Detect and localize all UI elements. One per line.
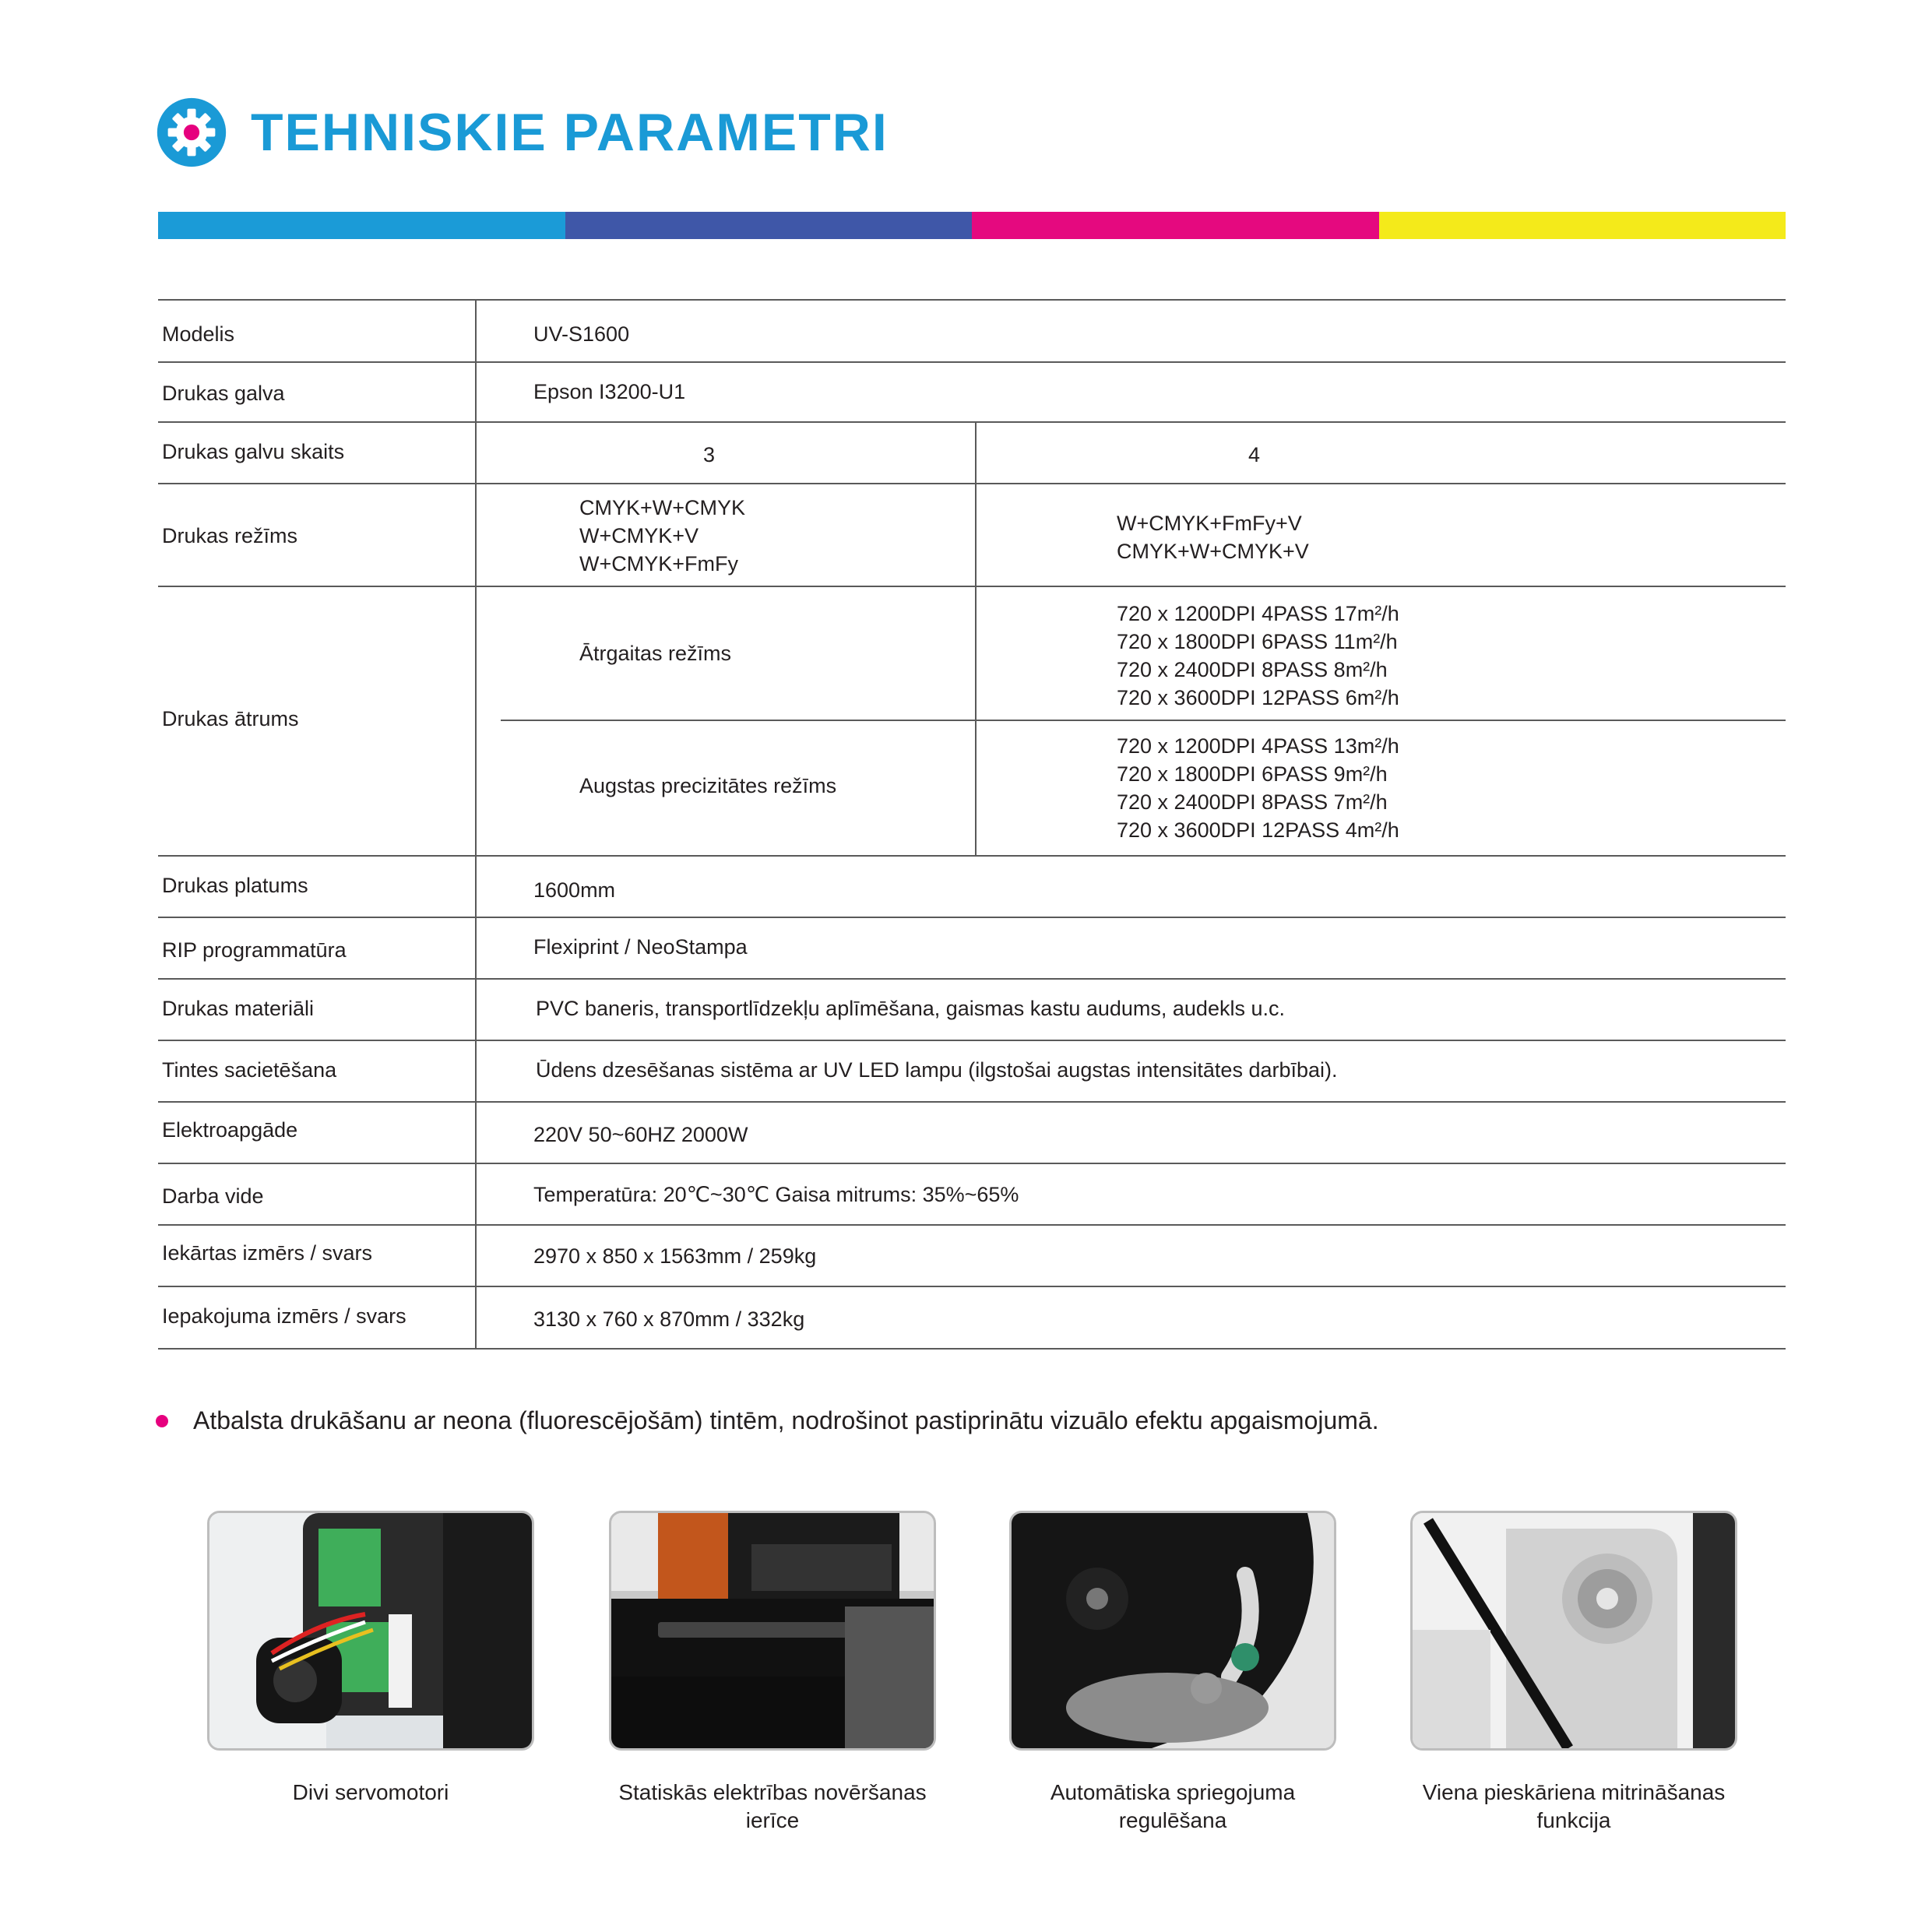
feature-tension — [1009, 1511, 1336, 1835]
antistatic-device-photo — [609, 1511, 936, 1751]
spec-value: Flexiprint / NeoStampa — [533, 935, 748, 959]
tension-control-photo — [1009, 1511, 1336, 1751]
divider — [475, 587, 477, 855]
spec-label: Iekārtas izmērs / svars — [162, 1241, 373, 1265]
moisturizing-button-photo — [1410, 1511, 1737, 1751]
spec-label: Drukas materiāli — [162, 997, 315, 1020]
precise-mode-speeds — [1117, 732, 1399, 844]
page-header — [156, 93, 889, 171]
divider — [975, 484, 977, 586]
speed-item: 720 x 3600DPI 12PASS 6m²/h — [1117, 686, 1399, 709]
divider — [475, 1226, 477, 1286]
feature-servo — [207, 1511, 534, 1807]
spec-row-speed — [158, 587, 1786, 857]
spec-value: PVC baneris, transportlīdzekļu aplīmēšana, gaismas kastu audums, audekls u.c. — [536, 997, 1285, 1020]
mode-list-3 — [579, 494, 745, 578]
divider — [475, 1041, 477, 1101]
spec-row-curing — [158, 1041, 1786, 1103]
spec-value: Ūdens dzesēšanas sistēma ar UV LED lampu (ilgstošai augstas intensitātes darbībai). — [536, 1058, 1338, 1082]
spec-label: Drukas galva — [162, 382, 285, 405]
spec-value: 2970 x 850 x 1563mm / 259kg — [533, 1244, 817, 1268]
color-bar — [158, 212, 1786, 239]
divider — [475, 980, 477, 1040]
feature-caption: Statiskās elektrības novēršanas ierīce — [618, 1780, 927, 1832]
fast-mode-label: Ātrgaitas režīms — [579, 642, 732, 665]
mode-list-4 — [1117, 509, 1309, 565]
spec-row-width — [158, 857, 1786, 918]
speed-item: 720 x 1800DPI 6PASS 9m²/h — [1117, 762, 1388, 786]
spec-label: Darba vide — [162, 1184, 264, 1208]
spec-label: Modelis — [162, 322, 235, 346]
speed-item: 720 x 2400DPI 8PASS 7m²/h — [1117, 790, 1388, 814]
head-count-3: 3 — [703, 443, 716, 466]
speed-item: 720 x 1800DPI 6PASS 11m²/h — [1117, 630, 1398, 653]
spec-value: 1600mm — [533, 878, 616, 902]
speed-item: 720 x 1200DPI 4PASS 13m²/h — [1117, 734, 1399, 758]
spec-value: 220V 50~60HZ 2000W — [533, 1123, 748, 1146]
mode-item: W+CMYK+V — [579, 524, 699, 547]
servo-motor-photo — [207, 1511, 534, 1751]
feature-moisturize — [1410, 1511, 1737, 1835]
spec-row-env — [158, 1164, 1786, 1226]
spec-row-head — [158, 361, 1786, 423]
divider — [475, 1287, 477, 1348]
spec-label: Iepakojuma izmērs / svars — [162, 1304, 406, 1328]
spec-row-head-count — [158, 423, 1786, 484]
feature-caption: Automātiska spriegojuma regulēšana — [1050, 1780, 1296, 1832]
head-count-4: 4 — [1248, 443, 1261, 466]
color-bar-cyan — [158, 212, 565, 239]
speed-item: 720 x 2400DPI 8PASS 8m²/h — [1117, 658, 1388, 681]
speed-divider — [501, 720, 1786, 721]
divider — [475, 301, 477, 361]
spec-label: RIP programmatūra — [162, 938, 347, 962]
gear-icon — [156, 97, 227, 168]
spec-label: Drukas platums — [162, 874, 308, 897]
mode-item: CMYK+W+CMYK+V — [1117, 540, 1309, 563]
spec-row-rip — [158, 918, 1786, 980]
spec-value: Temperatūra: 20℃~30℃ Gaisa mitrums: 35%~65% — [533, 1183, 1019, 1206]
divider — [475, 484, 477, 586]
feature-caption: Divi servomotori — [292, 1780, 449, 1804]
feature-antistatic — [609, 1511, 936, 1835]
mode-item: CMYK+W+CMYK — [579, 496, 746, 519]
spec-value: UV-S1600 — [533, 322, 630, 346]
divider — [475, 857, 477, 917]
page-title: TEHNISKIE PARAMETRI — [251, 103, 889, 162]
color-bar-yellow — [1379, 212, 1786, 239]
spec-label: Drukas ātrums — [162, 707, 299, 730]
divider — [475, 918, 477, 978]
spec-row-materials — [158, 980, 1786, 1041]
divider — [475, 361, 477, 421]
mode-item: W+CMYK+FmFy+V — [1117, 512, 1302, 535]
spec-label: Tintes sacietēšana — [162, 1058, 337, 1082]
feature-caption: Viena pieskāriena mitrināšanas funkcija — [1422, 1780, 1726, 1832]
fast-mode-speeds — [1117, 600, 1399, 712]
spec-label: Drukas režīms — [162, 524, 298, 547]
divider — [975, 423, 977, 483]
color-bar-blue — [565, 212, 973, 239]
spec-label: Drukas galvu skaits — [162, 440, 345, 463]
spec-value: Epson I3200-U1 — [533, 380, 686, 403]
speed-item: 720 x 1200DPI 4PASS 17m²/h — [1117, 602, 1399, 625]
spec-value: 3130 x 760 x 870mm / 332kg — [533, 1307, 805, 1331]
spec-row-mode — [158, 484, 1786, 587]
spec-row-power — [158, 1103, 1786, 1164]
speed-item: 720 x 3600DPI 12PASS 4m²/h — [1117, 818, 1399, 842]
spec-label: Elektroapgāde — [162, 1118, 298, 1142]
precise-mode-label: Augstas precizitātes režīms — [579, 774, 837, 797]
divider — [475, 423, 477, 483]
mode-item: W+CMYK+FmFy — [579, 552, 739, 575]
feature-note-text: Atbalsta drukāšanu ar neona (fluorescējošām) tintēm, nodrošinot pastiprinātu vizuālo efektu apgaismojumā. — [193, 1406, 1379, 1434]
spec-row-size — [158, 1226, 1786, 1287]
spec-row-pack — [158, 1287, 1786, 1350]
divider — [475, 1103, 477, 1163]
color-bar-magenta — [972, 212, 1379, 239]
spec-row-model — [158, 299, 1786, 363]
bullet-icon — [156, 1415, 168, 1427]
feature-note — [156, 1406, 1379, 1435]
divider — [975, 587, 977, 855]
divider — [475, 1164, 477, 1224]
